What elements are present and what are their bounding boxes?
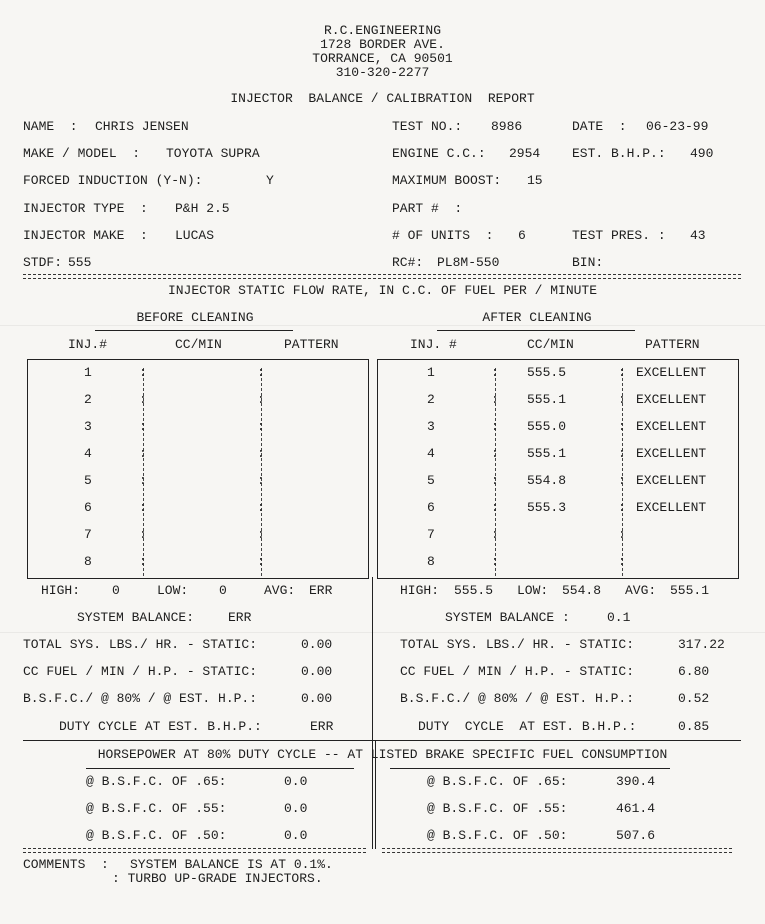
col-cc-after: CC/MIN	[527, 337, 574, 352]
units-value: 6	[518, 228, 526, 243]
after-pattern-sep: :	[618, 554, 626, 569]
col-pattern-before: PATTERN	[284, 337, 339, 352]
center-divider	[372, 577, 373, 849]
before-high-label: HIGH:	[41, 583, 81, 598]
before-pattern-sep: :	[257, 365, 265, 380]
col-cc-before: CC/MIN	[175, 337, 222, 352]
after-total-label: TOTAL SYS. LBS./ HR. - STATIC:	[400, 637, 635, 652]
units-label: # OF UNITS :	[392, 228, 494, 243]
boost-value: 15	[527, 173, 543, 188]
hp-bsfc-label-after: @ B.S.F.C. OF .55:	[427, 801, 568, 816]
before-high: 0	[112, 583, 120, 598]
before-ccfuel: 0.00	[301, 664, 333, 679]
inj-type-label: INJECTOR TYPE :	[23, 201, 148, 216]
rc-value: PL8M-550	[437, 255, 500, 270]
boost-label: MAXIMUM BOOST:	[392, 173, 502, 188]
after-heading: AFTER CLEANING	[482, 310, 592, 325]
comments-line2: : TURBO UP-GRADE INJECTORS.	[112, 871, 323, 886]
after-cc-value: 555.1	[527, 446, 567, 461]
after-cc-sep: :	[491, 392, 499, 407]
after-pattern-sep: :	[618, 446, 626, 461]
after-pattern-value: EXCELLENT	[636, 446, 707, 461]
before-pattern-sep: :	[257, 473, 265, 488]
after-cc-sep: :	[491, 473, 499, 488]
before-inj-number: 3	[84, 419, 92, 434]
after-pattern-sep: :	[618, 500, 626, 515]
before-inj-number: 8	[84, 554, 92, 569]
before-cc-sep: :	[139, 473, 147, 488]
before-pattern-sep: :	[257, 392, 265, 407]
engine-cc-label: ENGINE C.C.:	[392, 146, 486, 161]
company-phone: 310-320-2277	[335, 65, 430, 80]
before-low-label: LOW:	[157, 583, 189, 598]
before-inj-number: 6	[84, 500, 92, 515]
after-inj-number: 6	[427, 500, 435, 515]
paper-fold	[0, 632, 765, 633]
part-label: PART # :	[392, 201, 463, 216]
make-value: TOYOTA SUPRA	[166, 146, 260, 161]
after-inj-number: 1	[427, 365, 435, 380]
after-total: 317.22	[678, 637, 725, 652]
rc-label: RC#:	[392, 255, 424, 270]
before-pattern-sep: :	[257, 554, 265, 569]
before-pattern-sep: :	[257, 446, 265, 461]
hp-after-value: 390.4	[616, 774, 656, 789]
name-label: NAME :	[23, 119, 78, 134]
before-cc-sep: :	[139, 500, 147, 515]
after-pattern-sep: :	[618, 419, 626, 434]
before-cc-sep: :	[139, 527, 147, 542]
before-bsfc-label: B.S.F.C./ @ 80% / @ EST. H.P.:	[23, 691, 258, 706]
company-address: 1728 BORDER AVE.	[320, 37, 445, 52]
after-pattern-value: EXCELLENT	[636, 392, 707, 407]
after-underline	[437, 330, 635, 331]
hp-bsfc-label-after: @ B.S.F.C. OF .65:	[427, 774, 568, 789]
before-duty-label: DUTY CYCLE AT EST. B.H.P.:	[59, 719, 262, 734]
inj-make-label: INJECTOR MAKE :	[23, 228, 148, 243]
est-bhp-value: 490	[690, 146, 714, 161]
company-name: R.C.ENGINEERING	[323, 23, 442, 38]
date-label: DATE :	[572, 119, 627, 134]
before-cc-sep: :	[139, 365, 147, 380]
after-cc-sep: :	[491, 527, 499, 542]
hp-bsfc-label-after: @ B.S.F.C. OF .50:	[427, 828, 568, 843]
before-cc-sep: :	[139, 446, 147, 461]
company-city: TORRANCE, CA 90501	[312, 51, 453, 66]
before-cc-sep: :	[139, 419, 147, 434]
after-avg-label: AVG:	[625, 583, 657, 598]
hp-after-value: 461.4	[616, 801, 656, 816]
after-cc-value: 555.5	[527, 365, 567, 380]
before-bsfc: 0.00	[301, 691, 333, 706]
after-cc-sep: :	[491, 500, 499, 515]
before-heading: BEFORE CLEANING	[136, 310, 254, 325]
col-inj-before: INJ.#	[68, 337, 108, 352]
after-pattern-value: EXCELLENT	[636, 419, 707, 434]
before-inj-number: 1	[84, 365, 92, 380]
before-inj-number: 4	[84, 446, 92, 461]
after-cc-sep: :	[491, 365, 499, 380]
engine-cc-value: 2954	[509, 146, 541, 161]
after-pattern-value: EXCELLENT	[636, 365, 707, 380]
after-balance: 0.1	[607, 610, 631, 625]
comments-line1: SYSTEM BALANCE IS AT 0.1%.	[130, 857, 333, 872]
hp-before-value: 0.0	[284, 801, 308, 816]
after-pattern-sep: :	[618, 392, 626, 407]
after-cc-value: 554.8	[527, 473, 567, 488]
before-balance-label: SYSTEM BALANCE:	[77, 610, 195, 625]
before-inj-number: 2	[84, 392, 92, 407]
hp-bsfc-label-before: @ B.S.F.C. OF .65:	[86, 774, 227, 789]
after-inj-number: 8	[427, 554, 435, 569]
inj-make-value: LUCAS	[175, 228, 215, 243]
stdf-value: 555	[68, 255, 92, 270]
name-value: CHRIS JENSEN	[95, 119, 189, 134]
after-inj-number: 7	[427, 527, 435, 542]
after-cc-sep: :	[491, 446, 499, 461]
make-label: MAKE / MODEL :	[23, 146, 141, 161]
before-avg: ERR	[309, 583, 333, 598]
double-divider	[23, 274, 741, 279]
after-ccfuel-label: CC FUEL / MIN / H.P. - STATIC:	[400, 664, 635, 679]
flow-heading: INJECTOR STATIC FLOW RATE, IN C.C. OF FUEL PER / MINUTE	[167, 283, 598, 298]
hp-underline-left	[86, 768, 354, 769]
after-pattern-sep: :	[618, 527, 626, 542]
before-inj-number: 5	[84, 473, 92, 488]
after-ccfuel: 6.80	[678, 664, 710, 679]
paper-fold	[0, 325, 765, 326]
est-bhp-label: EST. B.H.P.:	[572, 146, 666, 161]
after-cc-value: 555.3	[527, 500, 567, 515]
before-total-label: TOTAL SYS. LBS./ HR. - STATIC:	[23, 637, 258, 652]
bottom-divider-left	[23, 848, 366, 853]
after-avg: 555.1	[670, 583, 710, 598]
hp-underline-right	[390, 768, 670, 769]
before-pattern-sep: :	[257, 527, 265, 542]
after-cc-value: 555.1	[527, 392, 567, 407]
after-high: 555.5	[454, 583, 494, 598]
before-underline	[95, 330, 293, 331]
before-avg-label: AVG:	[264, 583, 296, 598]
after-cc-sep: :	[491, 554, 499, 569]
after-bsfc: 0.52	[678, 691, 710, 706]
test-pres-value: 43	[690, 228, 706, 243]
after-duty-label: DUTY CYCLE AT EST. B.H.P.:	[418, 719, 637, 734]
before-total: 0.00	[301, 637, 333, 652]
before-duty: ERR	[310, 719, 334, 734]
after-pattern-sep: :	[618, 473, 626, 488]
before-cc-sep: :	[139, 554, 147, 569]
after-high-label: HIGH:	[400, 583, 440, 598]
before-table-box	[27, 359, 369, 579]
before-balance: ERR	[228, 610, 252, 625]
before-pattern-sep: :	[257, 500, 265, 515]
hp-top-rule	[23, 740, 741, 741]
col-inj-after: INJ. #	[410, 337, 457, 352]
after-duty: 0.85	[678, 719, 710, 734]
test-no-label: TEST NO.:	[392, 119, 463, 134]
after-balance-label: SYSTEM BALANCE :	[445, 610, 570, 625]
hp-bsfc-label-before: @ B.S.F.C. OF .50:	[86, 828, 227, 843]
comments-label: COMMENTS :	[23, 857, 109, 872]
hp-before-value: 0.0	[284, 828, 308, 843]
before-cc-sep: :	[139, 392, 147, 407]
before-pattern-sep: :	[257, 419, 265, 434]
hp-before-value: 0.0	[284, 774, 308, 789]
test-pres-label: TEST PRES. :	[572, 228, 666, 243]
after-bsfc-label: B.S.F.C./ @ 80% / @ EST. H.P.:	[400, 691, 635, 706]
before-inj-number: 7	[84, 527, 92, 542]
hp-heading: HORSEPOWER AT 80% DUTY CYCLE -- AT LISTED BRAKE SPECIFIC FUEL CONSUMPTION	[97, 747, 668, 762]
date-value: 06-23-99	[646, 119, 709, 134]
after-inj-number: 4	[427, 446, 435, 461]
before-low: 0	[219, 583, 227, 598]
after-cc-value: 555.0	[527, 419, 567, 434]
forced-value: Y	[266, 173, 274, 188]
after-low: 554.8	[562, 583, 602, 598]
before-ccfuel-label: CC FUEL / MIN / H.P. - STATIC:	[23, 664, 258, 679]
after-inj-number: 3	[427, 419, 435, 434]
after-cc-sep: :	[491, 419, 499, 434]
stdf-label: STDF:	[23, 255, 63, 270]
after-low-label: LOW:	[517, 583, 549, 598]
col-pattern-after: PATTERN	[645, 337, 700, 352]
report-title: INJECTOR BALANCE / CALIBRATION REPORT	[230, 91, 535, 106]
hp-after-value: 507.6	[616, 828, 656, 843]
bin-label: BIN:	[572, 255, 604, 270]
after-inj-number: 2	[427, 392, 435, 407]
forced-label: FORCED INDUCTION (Y-N):	[23, 173, 203, 188]
inj-type-value: P&H 2.5	[175, 201, 230, 216]
hp-bsfc-label-before: @ B.S.F.C. OF .55:	[86, 801, 227, 816]
after-pattern-value: EXCELLENT	[636, 473, 707, 488]
after-inj-number: 5	[427, 473, 435, 488]
test-no-value: 8986	[491, 119, 523, 134]
bottom-divider-right	[382, 848, 732, 853]
after-pattern-sep: :	[618, 365, 626, 380]
after-pattern-value: EXCELLENT	[636, 500, 707, 515]
